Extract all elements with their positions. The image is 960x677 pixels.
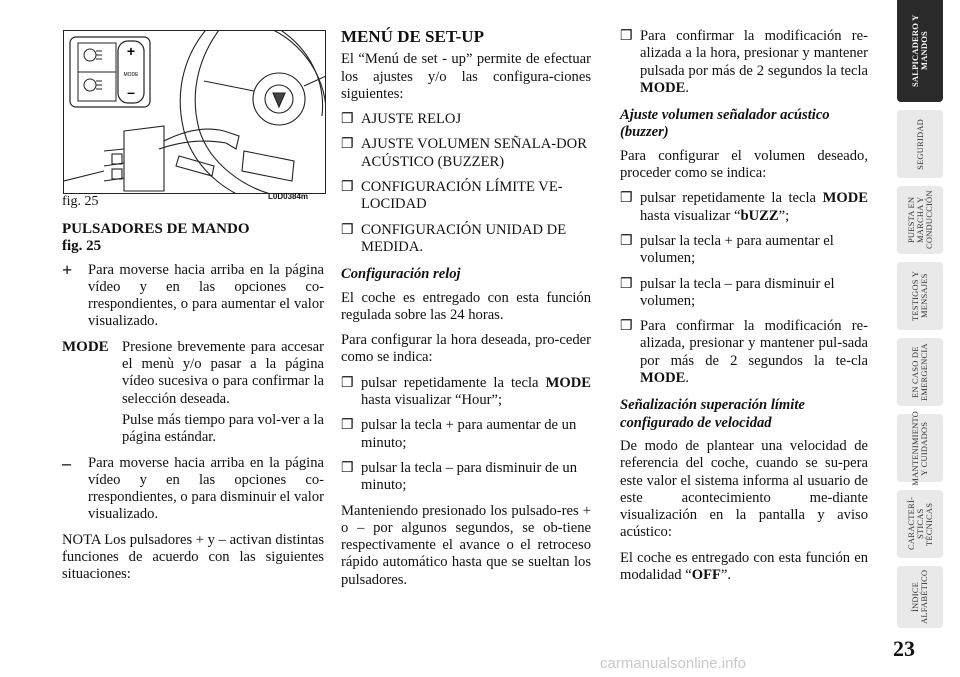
minus-description <box>62 452 324 524</box>
checkbox-icon: ❒ <box>341 180 354 196</box>
step-text: hasta visualizar “ <box>640 207 741 224</box>
section-heading: PULSADORES DE MANDO <box>62 221 250 237</box>
tab-emergencia[interactable] <box>897 338 943 406</box>
mode-text-1: Presione brevemente para accesar el menù y/o pasar a la página vídeo sucesiva o para confirmar la selección deseada. <box>122 338 324 407</box>
menu-item-label: AJUSTE RELOJ <box>361 111 462 128</box>
checkbox-icon: ❒ <box>620 276 633 292</box>
buzzer-step <box>620 318 868 387</box>
tab-label: TESTIGOS Y MENSAJES <box>910 270 929 322</box>
dashboard-figure <box>63 30 326 194</box>
clock-paragraph-2: Para configurar la hora deseada, pro-ceder como se indica: <box>341 332 591 366</box>
menu-item-label: CONFIGURACIÓN UNIDAD DE MEDIDA. <box>361 221 567 255</box>
buzzer-paragraph: Para configurar el volumen deseado, proceder como se indica: <box>620 147 868 182</box>
menu-item-label: CONFIGURACIÓN LÍMITE VE-LOCIDAD <box>361 179 563 213</box>
mode-key: MODE <box>822 190 868 207</box>
buzzer-step <box>620 233 868 268</box>
tab-label: PUESTA EN MARCHA Y CONDUCCIÓN <box>905 190 934 250</box>
tab-label: MANTENIMIENTO Y CUIDADOS <box>910 410 929 486</box>
tab-indice[interactable] <box>897 566 943 628</box>
tab-label: CARACTERÍ-STICAS TÉCNICAS <box>905 497 934 551</box>
clock-step <box>341 417 591 452</box>
checkbox-icon: ❒ <box>341 418 354 434</box>
section-sidebar <box>889 0 960 677</box>
buzzer-step <box>620 190 868 225</box>
tab-mantenimiento[interactable] <box>897 410 943 486</box>
step-text: pulsar la tecla – para disminuir de un minuto; <box>361 459 577 494</box>
menu-item <box>341 111 591 128</box>
buzzer-heading: Ajuste volumen señalador acústico (buzzer) <box>620 107 830 141</box>
tab-caracteristicas[interactable] <box>897 490 943 558</box>
checkbox-icon: ❒ <box>341 460 354 476</box>
watermark: carmanualsonline.info <box>600 655 746 672</box>
confirm-step <box>620 28 868 97</box>
step-text: . <box>685 79 690 96</box>
speed-heading: Señalización superación límite configurado de velocidad <box>620 397 805 431</box>
step-text: hasta visualizar “Hour”; <box>361 392 503 409</box>
minus-icon: – <box>62 452 71 473</box>
step-text: pulsar la tecla + para aumentar el volumen; <box>640 232 834 267</box>
checkbox-icon: ❒ <box>341 112 354 128</box>
tab-puesta-en-marcha[interactable] <box>897 186 943 254</box>
checkbox-icon: ❒ <box>341 375 354 391</box>
column-3 <box>620 28 868 592</box>
plus-text: Para moverse hacia arriba en la página vídeo y en las opciones co-rrespondientes, o para aumentar el valor visualizado. <box>88 261 324 330</box>
step-text: pulsar la tecla + para aumentar de un minuto; <box>361 417 577 451</box>
column-1 <box>62 221 324 592</box>
mode-label: MODE <box>62 338 109 355</box>
mode-description <box>62 339 324 408</box>
buzz-label: bUZZ <box>740 207 779 224</box>
clock-step <box>341 460 591 495</box>
tab-label: SEGURIDAD <box>914 118 925 170</box>
figure-code: L0D0384m <box>268 192 309 201</box>
step-text: ”; <box>778 207 790 224</box>
setup-intro: El “Menú de set - up” permite de efectuar los ajustes y/o las configura-ciones siguientes: <box>341 51 591 102</box>
step-text: . <box>685 370 690 387</box>
mode-key: MODE <box>640 370 686 387</box>
tab-label: ÍNDICE ALFABÉTICO <box>910 569 929 625</box>
minus-button: – <box>127 84 135 100</box>
tab-label: SALPICADERO Y MANDOS <box>910 14 929 88</box>
step-text: Para confirmar la modificación re-alizada a la hora, presionar y mantener pulsada por más de 2 segundos la tecla <box>640 28 868 79</box>
checkbox-icon: ❒ <box>620 319 633 335</box>
mode-button: MODE <box>123 72 139 78</box>
step-text: pulsar repetidamente la tecla <box>361 374 539 391</box>
tab-seguridad[interactable] <box>897 110 943 178</box>
paragraph-text: El coche es entregado con esta función en modalidad “ <box>620 549 868 584</box>
setup-heading: MENÚ DE SET-UP <box>341 27 484 46</box>
section-subheading: fig. 25 <box>62 238 102 255</box>
plus-icon: + <box>62 259 73 280</box>
plus-button: + <box>126 43 136 59</box>
plus-description <box>62 259 324 331</box>
tab-label: EN CASO DE EMERGENCIA <box>910 343 929 401</box>
paragraph-text: ”. <box>720 567 732 584</box>
nota-paragraph: NOTA Los pulsadores + y – activan distintas funciones de acuerdo con las siguientes situaciones: <box>62 531 325 583</box>
step-text: Para confirmar la modificación re-alizada, presionar y mantener pul-sada por más de 2 segundos la te-cla <box>640 318 868 369</box>
step-text: pulsar repetidamente la tecla <box>640 190 817 207</box>
figure-caption: fig. 25 <box>62 194 99 209</box>
clock-paragraph-1: El coche es entregado con esta función regulada sobre las 24 horas. <box>341 289 591 323</box>
checkbox-icon: ❒ <box>341 137 354 153</box>
tab-testigos[interactable] <box>897 262 943 330</box>
clock-paragraph-3: Manteniendo presionado los pulsado-res + o – por algunos segundos, se ob-tiene respectivamente el avance o el retroceso rápido automático hasta que se sueltan los pulsadores. <box>341 502 591 588</box>
speed-paragraph-2 <box>620 550 868 585</box>
step-text: pulsar la tecla – para disminuir el volumen; <box>640 275 835 309</box>
checkbox-icon: ❒ <box>620 29 633 44</box>
buzzer-step <box>620 276 868 311</box>
clock-heading: Configuración reloj <box>341 266 461 283</box>
menu-item <box>341 222 591 257</box>
column-2 <box>341 28 591 597</box>
clock-step <box>341 375 591 410</box>
menu-item <box>341 136 591 171</box>
tab-salpicadero[interactable] <box>897 0 943 102</box>
checkbox-icon: ❒ <box>341 222 354 238</box>
speed-paragraph-1: De modo de plantear una velocidad de referencia del coche, cuando se su-pera este valor el sistema informa al usuario de este acontecimiento me-diante visualización en la pantalla y aviso acústico: <box>620 437 868 541</box>
off-label: OFF <box>691 567 721 584</box>
page-number: 23 <box>893 636 915 661</box>
menu-item-label: AJUSTE VOLUMEN SEÑALA-DOR ACÚSTICO (BUZZER) <box>361 136 587 170</box>
mode-key: MODE <box>545 374 591 391</box>
checkbox-icon: ❒ <box>620 233 633 249</box>
steering-controls-illustration <box>64 31 325 193</box>
checkbox-icon: ❒ <box>620 191 633 207</box>
mode-text-2: Pulse más tiempo para vol-ver a la página estándar. <box>122 411 324 446</box>
menu-item <box>341 179 591 214</box>
minus-text: Para moverse hacia arriba en la página vídeo y en las opciones co-rrespondientes, o para disminuir el valor visualizado. <box>88 454 324 523</box>
mode-key: MODE <box>640 79 686 96</box>
